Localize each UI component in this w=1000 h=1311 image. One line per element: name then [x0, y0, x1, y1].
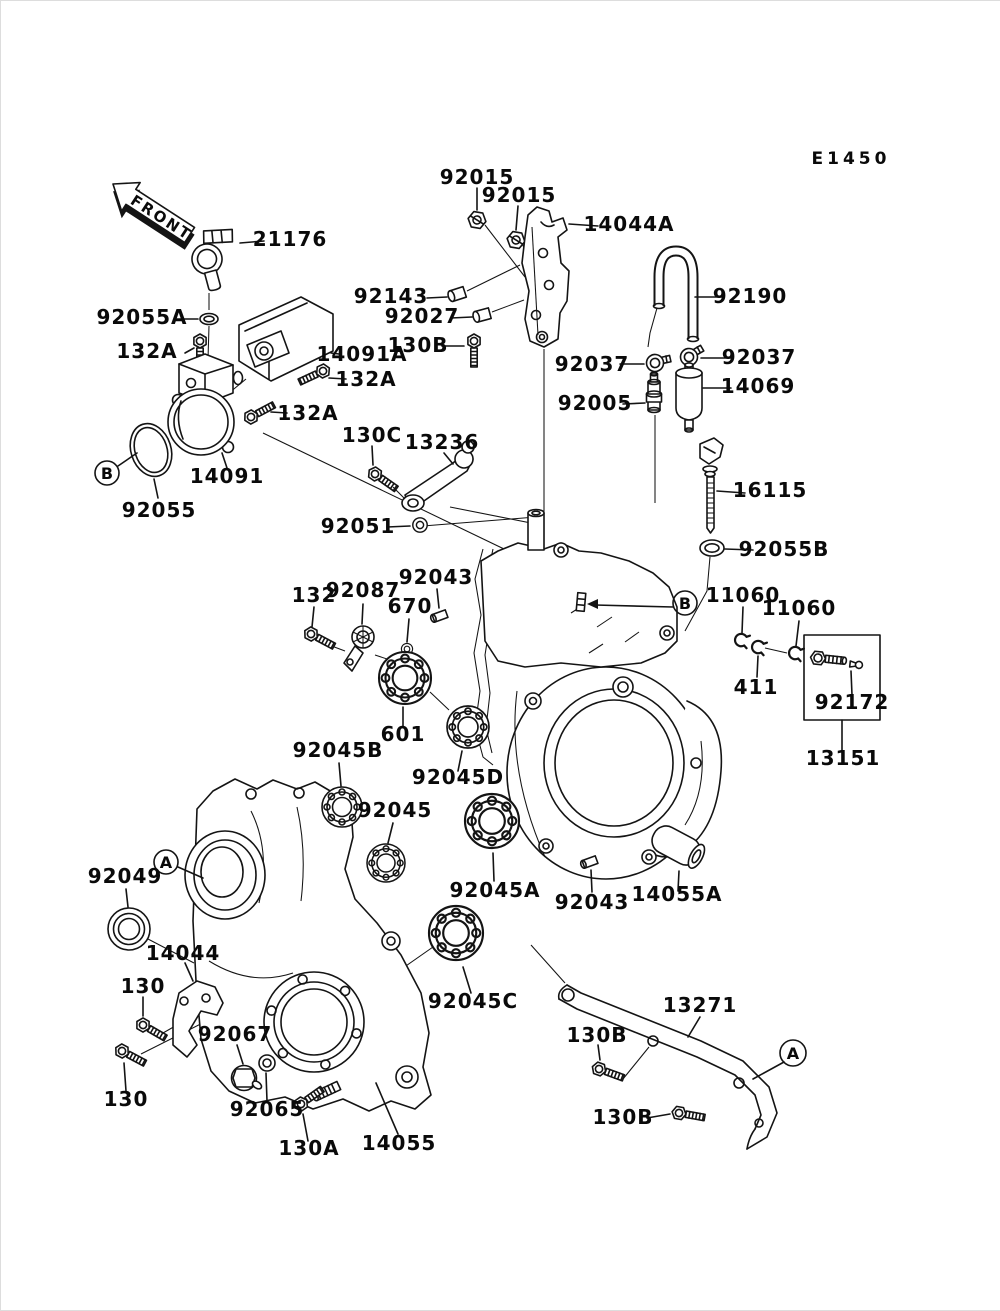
retainer-92087-drawing: [344, 604, 374, 671]
part-label-92037-r: 92037: [721, 345, 797, 369]
bearing-601-drawing: [379, 652, 431, 727]
part-label-130b-1: 130B: [566, 1023, 628, 1047]
part-label-132a-2: 132A: [335, 367, 397, 391]
part-label-92043-b: 92043: [554, 890, 630, 914]
part-label-16115: 16115: [732, 478, 808, 502]
part-label-92015-b: 92015: [481, 183, 557, 207]
screw-130c-drawing: [366, 446, 405, 499]
bearing-92045b-drawing: [322, 763, 362, 827]
part-label-92067: 92067: [197, 1022, 273, 1046]
pump-14091-drawing: [168, 354, 243, 468]
part-label-14055: 14055: [361, 1131, 437, 1155]
part-label-130-2: 130: [103, 1087, 149, 1111]
bolt-130b-1-drawing: [590, 1045, 625, 1084]
bolt-130-2-drawing: [113, 1042, 148, 1091]
bearing-92045d-drawing: [447, 706, 489, 771]
bearing-92045a-drawing: [465, 794, 519, 881]
part-label-92190: 92190: [712, 284, 788, 308]
part-label-601: 601: [380, 722, 426, 746]
part-label-92172: 92172: [814, 690, 890, 714]
part-label-92005: 92005: [557, 391, 633, 415]
gear-case-14055-drawing: [185, 779, 431, 1134]
part-label-14055a: 14055A: [631, 882, 723, 906]
part-label-92045a: 92045A: [449, 878, 541, 902]
part-label-92045: 92045: [357, 798, 433, 822]
part-label-92055b: 92055B: [738, 537, 830, 561]
ref-a2-label: A: [786, 1044, 800, 1063]
part-label-132a-1: 132A: [116, 339, 178, 363]
part-label-13271: 13271: [662, 993, 738, 1017]
seal-92049-drawing: [108, 889, 150, 950]
part-label-92043-a: 92043: [398, 565, 474, 589]
bolt-130b-2-drawing: [647, 1106, 706, 1124]
part-label-14044a: 14044A: [583, 212, 675, 236]
ref-a1-label: A: [159, 853, 173, 872]
part-label-130a: 130A: [278, 1136, 340, 1160]
part-label-132: 132: [291, 583, 337, 607]
part-label-92055a: 92055A: [96, 305, 188, 329]
ref-circle-b1: [95, 461, 119, 485]
bushing-92143-drawing: [427, 287, 466, 303]
part-label-21176: 21176: [252, 227, 328, 251]
bolt-130-1-drawing: [134, 997, 169, 1043]
pin-92043-upper-drawing: [430, 589, 448, 623]
part-label-670: 670: [387, 594, 433, 618]
part-label-92045d: 92045D: [411, 765, 505, 789]
part-label-92027: 92027: [384, 304, 460, 328]
part-label-92055: 92055: [121, 498, 197, 522]
part-label-92015-a: 92015: [439, 165, 515, 189]
part-label-92049: 92049: [87, 864, 163, 888]
part-label-411: 411: [733, 675, 779, 699]
bolt-132-drawing: [302, 607, 337, 652]
part-label-92045c: 92045C: [427, 989, 519, 1013]
ref-b2-label: B: [678, 594, 692, 613]
part-label-11060-a: 11060: [705, 583, 781, 607]
ref-b1-label: B: [100, 464, 114, 483]
part-label-130-1: 130: [120, 974, 166, 998]
part-label-130b-2: 130B: [592, 1105, 654, 1129]
part-label-14091: 14091: [189, 464, 265, 488]
part-label-92143: 92143: [353, 284, 429, 308]
bearing-92045-drawing: [367, 823, 405, 882]
front-arrow-label: FRONT: [127, 191, 196, 245]
parts-diagram-svg: [1, 1, 1000, 1310]
front-arrow: [100, 171, 202, 257]
part-label-11060-b: 11060: [761, 596, 837, 620]
part-label-14044: 14044: [145, 941, 221, 965]
part-label-92065: 92065: [229, 1097, 305, 1121]
ref-circle-a2: [753, 1040, 806, 1079]
part-label-13236: 13236: [404, 430, 480, 454]
part-label-132a-3: 132A: [277, 401, 339, 425]
part-label-92087: 92087: [325, 578, 401, 602]
part-label-13151: 13151: [805, 746, 881, 770]
part-label-92051: 92051: [320, 514, 396, 538]
part-label-92045b: 92045B: [292, 738, 384, 762]
part-label-130c: 130C: [341, 423, 403, 447]
part-label-14091a: 14091A: [316, 342, 408, 366]
oring-670-drawing: [401, 619, 412, 655]
fiche-code: E1450: [811, 149, 891, 169]
part-label-14069: 14069: [720, 374, 796, 398]
bearing-92045c-drawing: [429, 906, 483, 993]
part-label-130b-top: 130B: [387, 333, 449, 357]
part-label-92037-l: 92037: [554, 352, 630, 376]
